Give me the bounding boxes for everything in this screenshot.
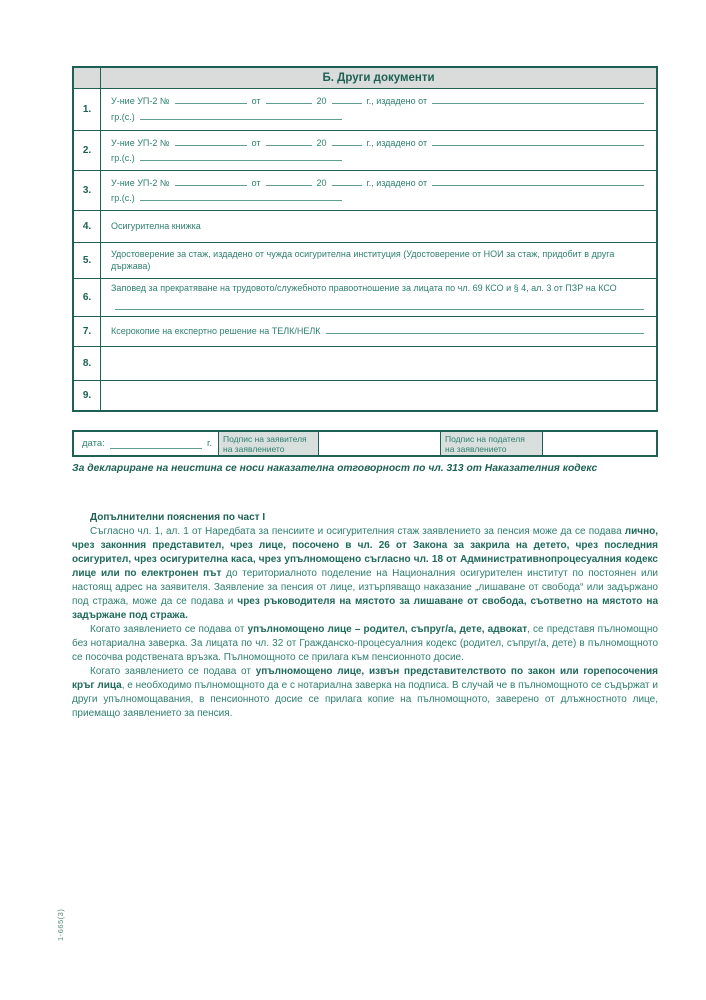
applicant-signature-label bbox=[218, 432, 319, 455]
text-run: до териториалното поделение на Националния осигурителен институт по постоянен или настоящ адрес на заявителя. Заявление за пенсия от лице, изтърпяващо наказание „лишаване от свобода“ или задържано под стража, може да се подава и bbox=[72, 568, 659, 607]
row-content bbox=[101, 317, 656, 346]
upn-city-fill[interactable] bbox=[140, 192, 342, 201]
upn-issued-by-label: г., издадено от bbox=[366, 137, 428, 148]
upn-year-prefix: 20 bbox=[316, 96, 327, 107]
upn-day-month-fill[interactable] bbox=[266, 95, 312, 104]
row-text: Осигурителна книжка bbox=[111, 220, 201, 231]
upn-from-label: от bbox=[251, 96, 261, 107]
upn-issued-by-label: г., издадено от bbox=[366, 96, 428, 107]
table-row bbox=[74, 170, 656, 210]
row-content[interactable] bbox=[101, 347, 656, 380]
documents-table-body bbox=[74, 88, 656, 410]
submitter-signature-area[interactable] bbox=[543, 432, 656, 455]
table-row bbox=[74, 130, 656, 170]
upn-line-2 bbox=[111, 152, 646, 165]
row-content bbox=[101, 131, 656, 170]
row-text: Ксерокопие на експертно решение на ТЕЛК/НЕЛК bbox=[111, 326, 321, 337]
row-text: Удостоверение за стаж, издадено от чужда осигурителна институция (Удостоверение от НОИ за стаж, придобит в друга държава) bbox=[111, 248, 615, 271]
row-number: 1. bbox=[74, 89, 101, 130]
upn-year-prefix: 20 bbox=[316, 177, 327, 188]
upn-year-prefix: 20 bbox=[316, 137, 327, 148]
upn-line-1 bbox=[111, 177, 646, 190]
upn-year-fill[interactable] bbox=[332, 177, 362, 186]
bold-run: чрез ръководителя на мястото за лишаване от свобода, съответно на мястото на задържане под стража. bbox=[72, 596, 659, 621]
text-run: Съгласно чл. 1, ал. 1 от Наредбата за пенсиите и осигурителния стаж заявлението за пенсия може да се подава bbox=[90, 526, 625, 537]
criminal-liability-note: За деклариране на неистина се носи наказателна отговорност по чл. 313 от Наказателния кодекс bbox=[72, 463, 598, 474]
explanations-heading: Допълнителни пояснения по част I bbox=[90, 512, 266, 523]
table-row bbox=[74, 242, 656, 278]
upn-label: У-ние УП-2 № bbox=[111, 177, 170, 188]
upn-number-fill[interactable] bbox=[175, 137, 247, 146]
row-text: Заповед за прекратяване на трудовото/служебното правоотношение за лицата по чл. 69 КСО и § 4, ал. 3 от ПЗР на КСО bbox=[111, 283, 617, 294]
upn-line-1 bbox=[111, 137, 646, 150]
date-year-suffix: г. bbox=[207, 438, 212, 449]
row-content bbox=[101, 89, 656, 130]
upn-issued-by-label: г., издадено от bbox=[366, 177, 428, 188]
upn-day-month-fill[interactable] bbox=[266, 177, 312, 186]
row-content bbox=[101, 211, 656, 242]
bold-run: упълномощено лице – родител, съпруг/а, дете, адвокат bbox=[247, 624, 528, 635]
row-line bbox=[111, 325, 646, 338]
upn-label: У-ние УП-2 № bbox=[111, 137, 170, 148]
upn-issuer-fill[interactable] bbox=[432, 177, 644, 186]
upn-city-label: гр.(с.) bbox=[111, 112, 135, 123]
upn-issuer-fill[interactable] bbox=[432, 137, 644, 146]
text-run: , е необходимо пълномощното да е с нотариална заверка на подписа. В случай че в пълномощното се съдържат и други упълномощавания, в пенсионното досие се прилага копие на пълномощното, заверено от длъжностното лице, приемащо заявлението за пенсия. bbox=[72, 680, 658, 719]
row-number: 4. bbox=[74, 211, 101, 242]
row-fill-line[interactable] bbox=[326, 325, 644, 334]
row-content bbox=[101, 243, 656, 278]
row-number: 7. bbox=[74, 317, 101, 346]
bold-run: упълномощено лице, извън представителството по закон или горепосочения кръг лица bbox=[72, 666, 658, 691]
upn-city-label: гр.(с.) bbox=[111, 152, 135, 163]
row-number: 2. bbox=[74, 131, 101, 170]
row-content bbox=[101, 279, 656, 316]
row-number: 6. bbox=[74, 279, 101, 316]
upn-number-fill[interactable] bbox=[175, 95, 247, 104]
bold-run: лично, чрез законния представител, чрез лице, посочено в чл. 26 от Закона за закрила на детето, чрез последния осигурител, чрез осигурителна каса, чрез упълномощено съгласно чл. 18 от Административнопроцесуалния кодекс лице или по електронен път bbox=[72, 526, 658, 579]
applicant-signature-label-line1: Подпис на заявителя bbox=[223, 434, 307, 444]
row-fill-line[interactable] bbox=[115, 300, 644, 310]
upn-line-2 bbox=[111, 111, 646, 124]
upn-line-1 bbox=[111, 95, 646, 108]
explanations-section bbox=[72, 511, 658, 721]
row-content[interactable] bbox=[101, 381, 656, 410]
form-code: 1-665(3) bbox=[56, 908, 65, 941]
explanation-paragraph bbox=[72, 665, 658, 721]
date-cell bbox=[74, 432, 218, 455]
upn-city-fill[interactable] bbox=[140, 152, 342, 161]
row-number: 5. bbox=[74, 243, 101, 278]
upn-line-2 bbox=[111, 192, 646, 205]
upn-issuer-fill[interactable] bbox=[432, 95, 644, 104]
row-content bbox=[101, 171, 656, 210]
upn-from-label: от bbox=[251, 137, 261, 148]
documents-table bbox=[72, 66, 658, 412]
table-row bbox=[74, 316, 656, 346]
signature-strip bbox=[72, 430, 658, 457]
applicant-signature-area[interactable] bbox=[319, 432, 440, 455]
date-fill-line[interactable] bbox=[110, 439, 202, 449]
table-row bbox=[74, 88, 656, 130]
row-number: 3. bbox=[74, 171, 101, 210]
section-title: Б. Други документи bbox=[322, 72, 435, 84]
upn-label: У-ние УП-2 № bbox=[111, 96, 170, 107]
table-row bbox=[74, 346, 656, 380]
upn-day-month-fill[interactable] bbox=[266, 137, 312, 146]
row-number: 9. bbox=[74, 381, 101, 410]
header-number-cell bbox=[74, 68, 101, 88]
documents-table-header bbox=[74, 68, 656, 88]
table-row bbox=[74, 380, 656, 410]
text-run: Когато заявлението се подава от bbox=[90, 624, 248, 635]
upn-city-fill[interactable] bbox=[140, 111, 342, 120]
text-run: Когато заявлението се подава от bbox=[90, 666, 256, 677]
text-run: , се представя пълномощно без нотариална заверка. За лицата по чл. 32 от Гражданско-процесуалния кодекс (родител, съпруг/а, дете) в пълномощното се посочва родствената връзка. Пълномощното се прилага към пенсионното досие. bbox=[72, 624, 658, 663]
submitter-signature-label-line2: на заявлението bbox=[445, 444, 507, 455]
upn-year-fill[interactable] bbox=[332, 95, 362, 104]
submitter-signature-label bbox=[440, 432, 543, 455]
row-number: 8. bbox=[74, 347, 101, 380]
explanations-paragraphs bbox=[72, 525, 658, 721]
upn-number-fill[interactable] bbox=[175, 177, 247, 186]
table-row bbox=[74, 278, 656, 316]
upn-city-label: гр.(с.) bbox=[111, 192, 135, 203]
explanation-paragraph bbox=[72, 623, 658, 665]
submitter-signature-label-line1: Подпис на подателя bbox=[445, 434, 525, 444]
date-label: дата: bbox=[82, 438, 105, 449]
applicant-signature-label-line2: на заявлението bbox=[223, 444, 285, 455]
explanation-paragraph bbox=[72, 525, 658, 623]
upn-year-fill[interactable] bbox=[332, 137, 362, 146]
upn-from-label: от bbox=[251, 177, 261, 188]
table-row bbox=[74, 210, 656, 242]
